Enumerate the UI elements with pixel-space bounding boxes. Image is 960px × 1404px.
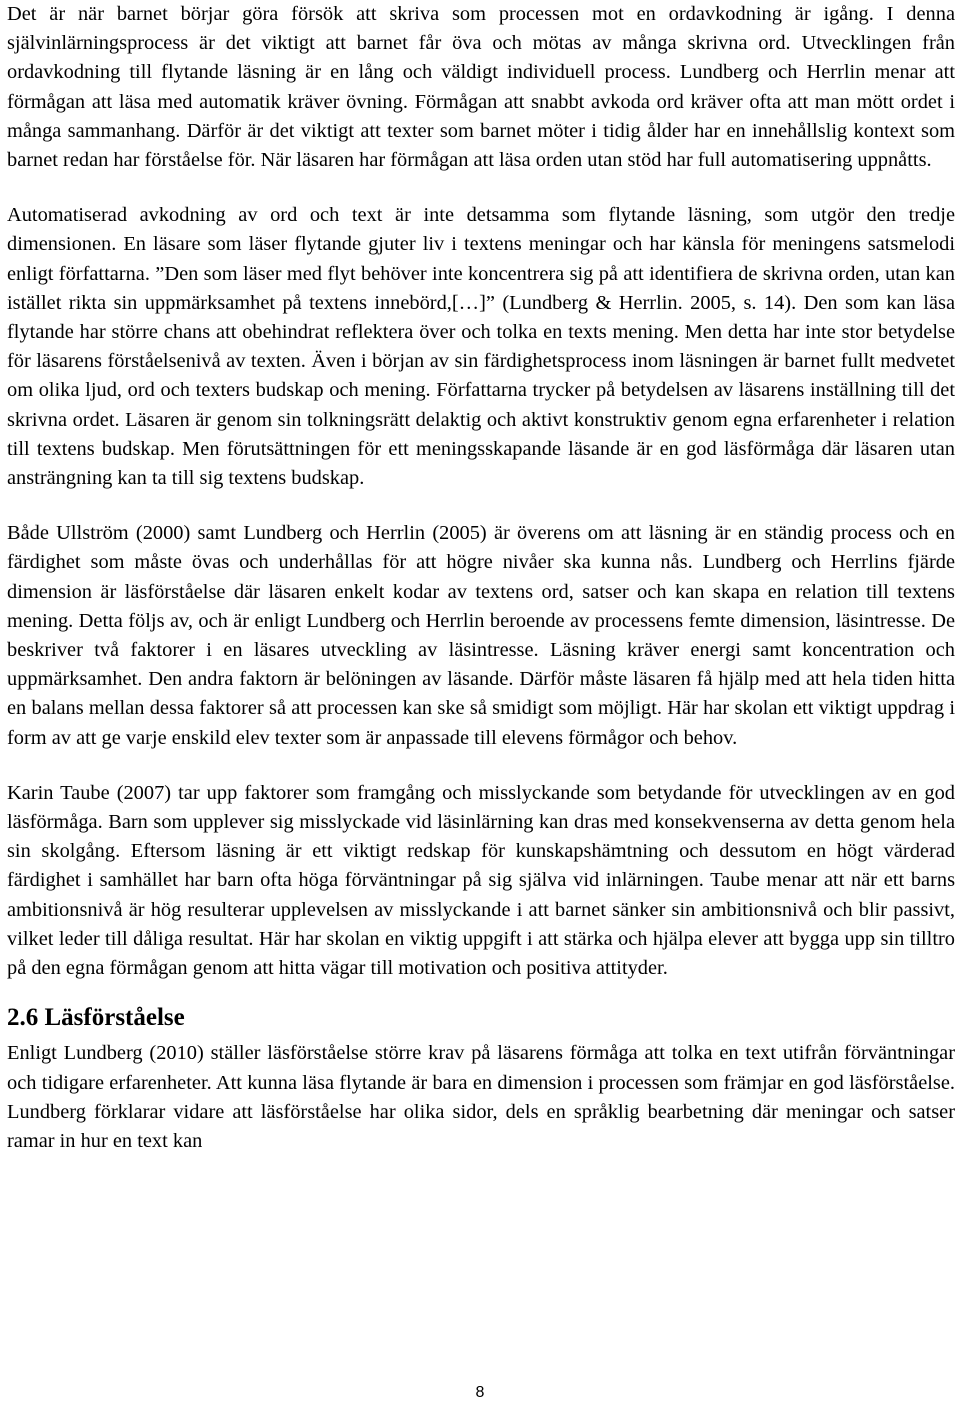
document-page [7, 0, 955, 1156]
section-paragraph: Enligt Lundberg (2010) ställer läsförståelse större krav på läsarens förmåga att tolka en text utifrån förväntningar och tidigare erfarenheter. Att kunna läsa flytande är bara en dimension i processen som främjar en god läsförståelse. Lundberg förklarar vidare att läsförståelse har olika sidor, dels en språklig bearbetning där meningar och satser ramar in hur en text kan [7, 1042, 955, 1152]
section-heading: 2.6 Läsförståelse [7, 1004, 185, 1032]
body-paragraph-1: Det är när barnet börjar göra försök att skriva som processen mot en ordavkodning är igång. I denna självinlärningsprocess är det viktigt att barnet får öva och mötas av många skrivna ord. Utvecklingen från ordavkodning till flytande läsning är en lång och väldigt individuell process. Lundberg och Herrlin menar att förmågan att läsa med automatik kräver övning. Förmågan att snabbt avkoda ord kräver ofta att man mött ordet i många sammanhang. Därför är det viktigt att texter som barnet möter i tidig ålder har en innehållslig kontext som barnet redan har förståelse för. När läsaren har förmågan att läsa orden utan stöd har full automatisering uppnåtts. [7, 3, 955, 172]
body-paragraph-4: Karin Taube (2007) tar upp faktorer som framgång och misslyckande som betydande för utvecklingen av en god läsförmåga. Barn som upplever sig misslyckade vid läsinlärning kan dras med konsekvenserna av detta genom hela sin skolgång. Eftersom läsning är ett viktigt redskap för kunskapshämtning och dessutom en högt värderad färdighet i samhället har barn ofta höga förväntningar på sig själva vid inlärningen. Taube menar att när ett barns ambitionsnivå är hög resulterar upplevelsen av misslyckande i att barnet sänker sin ambitionsnivå och blir passivt, vilket leder till dåliga resultat. Här har skolan en viktig uppgift i att stärka och hjälpa elever att bygga upp sin tilltro på den egna förmågan genom att hitta vägar till motivation och positiva attityder. [7, 781, 955, 980]
body-paragraph-2: Automatiserad avkodning av ord och text är inte detsamma som flytande läsning, som utgör den tredje dimensionen. En läsare som läser flytande gjuter liv i textens meningar och har känsla för meningens satsmelodi enligt författarna. ”Den som läser med flyt behöver inte koncentrera sig på att identifiera de skrivna orden, utan kan istället rikta sin uppmärksamhet på textens innebörd,[…]” (Lundberg & Herrlin. 2005, s. 14). Den som kan läsa flytande har större chans att obehindrat reflektera över och tolka en texts mening. Men detta har inte stor betydelse för läsarens förståelsenivå av texten. Även i början av sin färdighetsprocess inom läsningen är barnet fullt medvetet om olika ljud, ord och texters budskap och mening. Författarna trycker på betydelsen av läsarens inställning till det skrivna ordet. Läsaren är genom sin tolkningsrätt delaktig och aktivt konstruktiv genom egna erfarenheter i relation till textens budskap. Men förutsättningen för ett meningsskapande läsande är en god läsförmåga där läsaren utan ansträngning kan ta till sig textens budskap. [7, 204, 955, 490]
body-paragraph-3: Både Ullström (2000) samt Lundberg och Herrlin (2005) är överens om att läsning är en ständig process och en färdighet som måste övas och underhållas för att högre nivåer ska kunna nås. Lundberg och Herrlins fjärde dimension är läsförståelse där läsaren enkelt kodar av textens ord, satser och kan skapa en relation till textens mening. Detta följs av, och är enligt Lundberg och Herrlin beroende av processens femte dimension, läsintresse. De beskriver två faktorer i en läsares utveckling av läsintresse. Läsning kräver energi samt koncentration och uppmärksamhet. Den andra faktorn är belöningen av läsande. Därför måste läsaren få hjälp med att hela tiden hitta en balans mellan dessa faktorer så att processen kan ske så smidigt som möjligt. Här har skolan ett viktigt uppdrag i form av att ge varje enskild elev texter som är anpassade till elevens förmågor och behov. [7, 522, 955, 749]
page-number: 8 [475, 1384, 485, 1401]
